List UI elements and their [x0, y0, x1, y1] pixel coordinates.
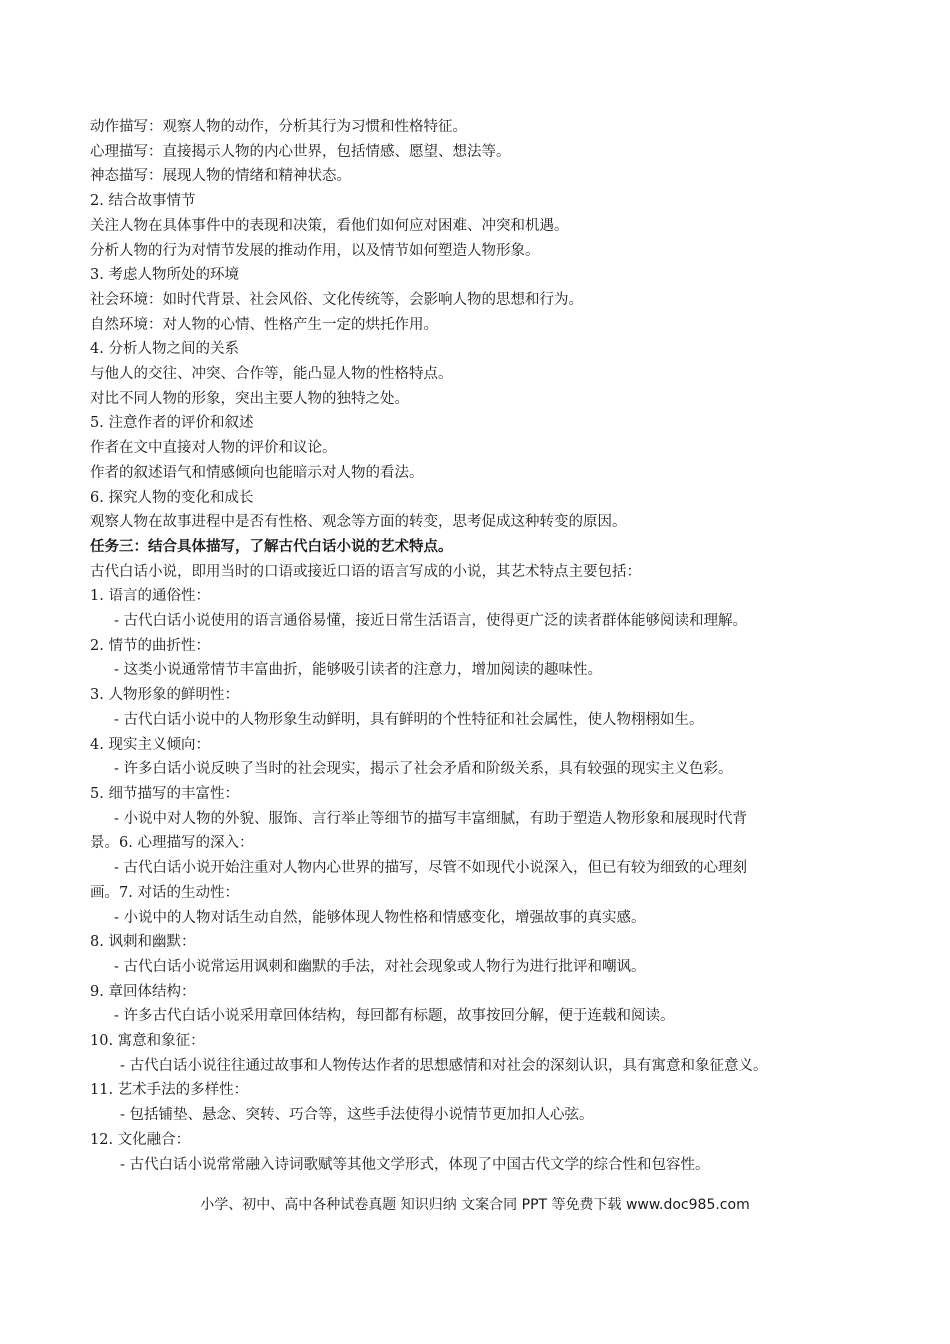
text-line: 5. 细节描写的丰富性： [90, 785, 239, 802]
text-line: - 古代白话小说使用的语言通俗易懂，接近日常生活语言，使得更广泛的读者群体能够阅读和理解。 [114, 613, 748, 630]
text-line: - 古代白话小说常运用讽刺和幽默的手法，对社会现象或人物行为进行批评和嘲讽。 [114, 958, 646, 975]
text-line: 9. 章回体结构： [90, 983, 196, 1000]
text-line: 1. 语言的通俗性： [90, 588, 210, 605]
text-line: 关注人物在具体事件中的表现和决策，看他们如何应对困难、冲突和机遇。 [90, 217, 569, 234]
text-line: - 古代白话小说中的人物形象生动鲜明，具有鲜明的个性特征和社会属性，使人物栩栩如生。 [114, 711, 704, 728]
text-line: - 小说中的人物对话生动自然，能够体现人物性格和情感变化，增强故事的真实感。 [114, 909, 646, 926]
text-line: 3. 人物形象的鲜明性： [90, 687, 239, 704]
text-line: 与他人的交往、冲突、合作等，能凸显人物的性格特点。 [90, 366, 453, 383]
text-line: 动作描写：观察人物的动作，分析其行为习惯和性格特征。 [90, 119, 467, 135]
text-line: 2. 结合故事情节 [90, 193, 196, 210]
text-line: - 许多古代白话小说采用章回体结构，每回都有标题，故事按回分解，便于连载和阅读。 [114, 1008, 675, 1025]
section-heading: 任务三：结合具体描写，了解古代白话小说的艺术特点。 [90, 537, 453, 555]
text-line: 画。7. 对话的生动性： [90, 884, 239, 901]
text-line: 景。6. 心理描写的深入： [90, 835, 254, 852]
text-line: 神态描写：展现人物的情绪和精神状态。 [90, 168, 351, 185]
text-line: 作者的叙述语气和情感倾向也能暗示对人物的看法。 [90, 464, 424, 481]
text-line: 社会环境：如时代背景、社会风俗、文化传统等，会影响人物的思想和行为。 [90, 291, 583, 308]
text-line: - 古代白话小说开始注重对人物内心世界的描写，尽管不如现代小说深入，但已有较为细致的心理刻 [114, 860, 748, 877]
text-line: 6. 探究人物的变化和成长 [90, 489, 254, 506]
text-line: 5. 注意作者的评价和叙述 [90, 415, 254, 432]
page-footer: 小学、初中、高中各种试卷真题 知识归纳 文案合同 PPT 等免费下载 www.doc985.com [200, 1197, 750, 1213]
document-body [90, 115, 880, 1177]
text-line: 11. 艺术手法的多样性： [90, 1082, 249, 1099]
text-line: 12. 文化融合： [90, 1131, 191, 1148]
text-line: 8. 讽刺和幽默： [90, 934, 196, 951]
text-line: 4. 分析人物之间的关系 [90, 341, 239, 358]
text-line: 古代白话小说，即用当时的口语或接近口语的语言写成的小说，其艺术特点主要包括： [90, 563, 641, 580]
text-line: - 古代白话小说往往通过故事和人物传达作者的思想感情和对社会的深刻认识，具有寓意和象征意义。 [120, 1057, 768, 1074]
text-line: 分析人物的行为对情节发展的推动作用，以及情节如何塑造人物形象。 [90, 242, 540, 259]
text-line: - 小说中对人物的外貌、服饰、言行举止等细节的描写丰富细腻，有助于塑造人物形象和展现时代背 [114, 810, 748, 827]
text-line: 10. 寓意和象征： [90, 1033, 205, 1050]
text-line: - 包括铺垫、悬念、突转、巧合等，这些手法使得小说情节更加扣人心弦。 [120, 1107, 594, 1124]
text-line: 3. 考虑人物所处的环境 [90, 267, 239, 284]
text-line: 2. 情节的曲折性： [90, 637, 210, 654]
text-line: - 许多白话小说反映了当时的社会现实，揭示了社会矛盾和阶级关系，具有较强的现实主义色彩。 [114, 761, 733, 778]
text-line: 4. 现实主义倾向： [90, 736, 210, 753]
text-line: 对比不同人物的形象，突出主要人物的独特之处。 [90, 390, 409, 407]
text-line: 心理描写：直接揭示人物的内心世界，包括情感、愿望、想法等。 [90, 143, 511, 160]
text-line: 观察人物在故事进程中是否有性格、观念等方面的转变，思考促成这种转变的原因。 [90, 514, 627, 531]
text-line: - 古代白话小说常常融入诗词歌赋等其他文学形式，体现了中国古代文学的综合性和包容性。 [120, 1156, 710, 1173]
text-line: 作者在文中直接对人物的评价和议论。 [90, 440, 337, 457]
text-line: 自然环境：对人物的心情、性格产生一定的烘托作用。 [90, 316, 438, 333]
text-line: - 这类小说通常情节丰富曲折，能够吸引读者的注意力，增加阅读的趣味性。 [114, 662, 603, 679]
